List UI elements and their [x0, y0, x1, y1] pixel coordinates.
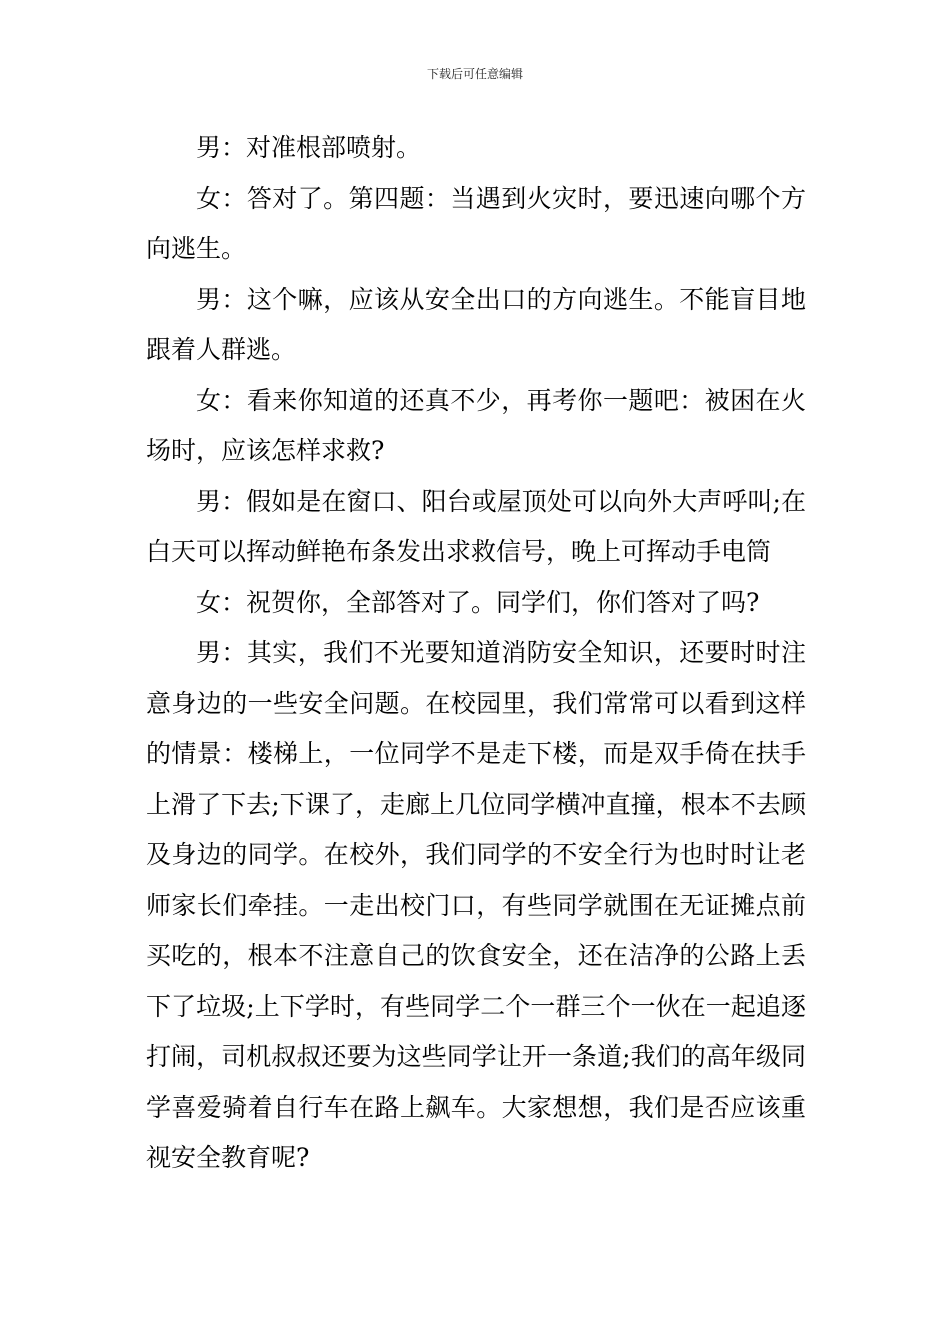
paragraph-2: 女：答对了。第四题：当遇到火灾时，要迅速向哪个方向逃生。 — [146, 183, 806, 263]
paragraph-6: 女：祝贺你，全部答对了。同学们，你们答对了吗? — [196, 587, 760, 617]
paragraph-3: 男：这个嘛，应该从安全出口的方向逃生。不能盲目地跟着人群逃。 — [146, 284, 806, 364]
document-body — [146, 123, 806, 1184]
paragraph-7: 男：其实，我们不光要知道消防安全知识，还要时时注意身边的一些安全问题。在校园里，我们常常可以看到这样的情景：楼梯上，一位同学不是走下楼，而是双手倚在扶手上滑了下去;下课了，走廊上几位同学横冲直撞，根本不去顾及身边的同学。在校外，我们同学的不安全行为也时时让老师家长们牵挂。一走出校门口，有些同学就围在无证摊点前买吃的，根本不注意自己的饮食安全，还在洁净的公路上丢下了垃圾;上下学时，有些同学二个一群三个一伙在一起追逐打闹，司机叔叔还要为这些同学让开一条道;我们的高年级同学喜爱骑着自行车在路上飙车。大家想想，我们是否应该重视安全教育呢? — [146, 638, 806, 1172]
paragraph-4: 女：看来你知道的还真不少，再考你一题吧：被困在火场时，应该怎样求救? — [146, 385, 806, 465]
paragraph-1: 男：对准根部喷射。 — [196, 133, 422, 162]
paragraph-5: 男：假如是在窗口、阳台或屋顶处可以向外大声呼叫;在白天可以挥动鲜艳布条发出求救信号，晚上可挥动手电筒 — [146, 486, 806, 566]
page-header: 下载后可任意编辑 — [426, 67, 523, 81]
